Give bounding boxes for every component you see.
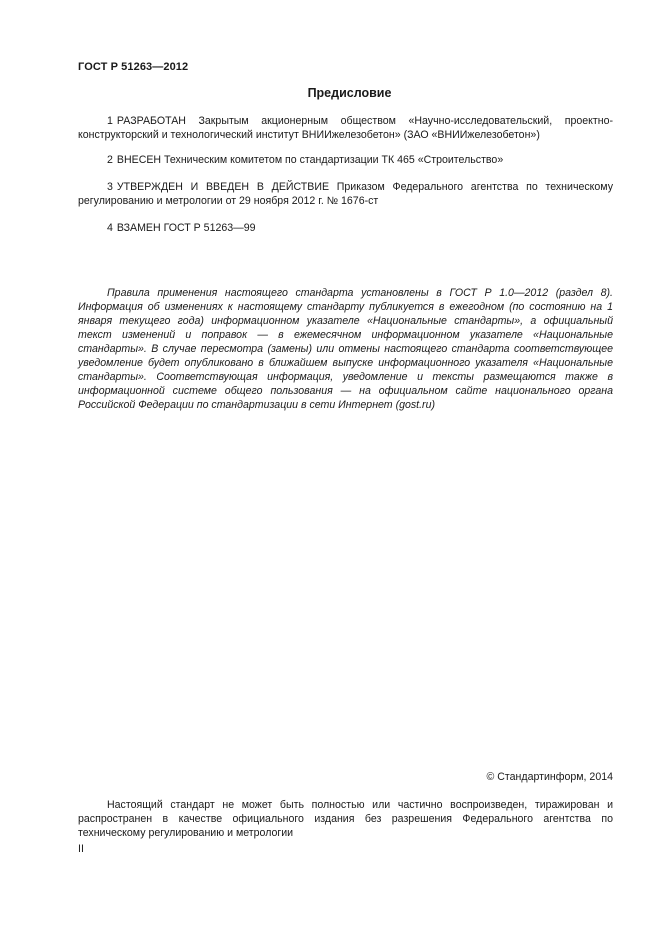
foreword-item-text: РАЗРАБОТАН Закрытым акционерным обществом «Научно-исследовательский, проектно-конструкторский и технологический институт ВНИИжелезобетон» (ЗАО «ВНИИжелезобетон») — [78, 115, 613, 141]
foreword-item-4 — [78, 221, 613, 235]
reproduction-notice: Настоящий стандарт не может быть полностью или частично воспроизведен, тиражирован и распространен в качестве официального издания без разрешения Федерального агентства по техническому регулированию и метрологии — [78, 799, 613, 839]
foreword-item-text: ВЗАМЕН ГОСТ Р 51263—99 — [116, 222, 256, 234]
page-number: II — [78, 843, 84, 855]
copyright-line: © Стандартинформ, 2014 — [486, 771, 613, 783]
foreword-item-3 — [78, 180, 613, 208]
foreword-item-number: 1 — [107, 115, 113, 127]
page-title: Предисловие — [307, 86, 392, 100]
foreword-item-text: УТВЕРЖДЕН И ВВЕДЕН В ДЕЙСТВИЕ Приказом Федерального агентства по техническому регулированию и метрологии от 29 ноября 2012 г. № 1676-ст — [78, 181, 613, 207]
application-rules-note: Правила применения настоящего стандарта установлены в ГОСТ Р 1.0—2012 (раздел 8). Информация об изменениях к настоящему стандарту публикуется в ежегодном (по состоянию на 1 января текущего года) информационном указателе «Национальные стандарты», а официальный текст изменений и поправок — в ежемесячном информационном указателе «Национальные стандарты». В случае пересмотра (замены) или отмены настоящего стандарта соответствующее уведомление будет опубликовано в ближайшем выпуске информационного указателя «Национальные стандарты». Соответствующая информация, уведомление и тексты размещаются также в информационной системе общего пользования — на официальном сайте национального органа Российской Федерации по стандартизации в сети Интернет (gost.ru) — [78, 287, 613, 411]
foreword-item-text: ВНЕСЕН Техническим комитетом по стандартизации ТК 465 «Строительство» — [116, 154, 504, 166]
foreword-item-number: 3 — [107, 181, 113, 193]
foreword-item-number: 4 — [107, 222, 113, 234]
foreword-item-2 — [78, 153, 613, 167]
foreword-item-number: 2 — [107, 154, 113, 166]
foreword-item-1 — [78, 114, 613, 142]
document-code: ГОСТ Р 51263—2012 — [78, 61, 189, 73]
